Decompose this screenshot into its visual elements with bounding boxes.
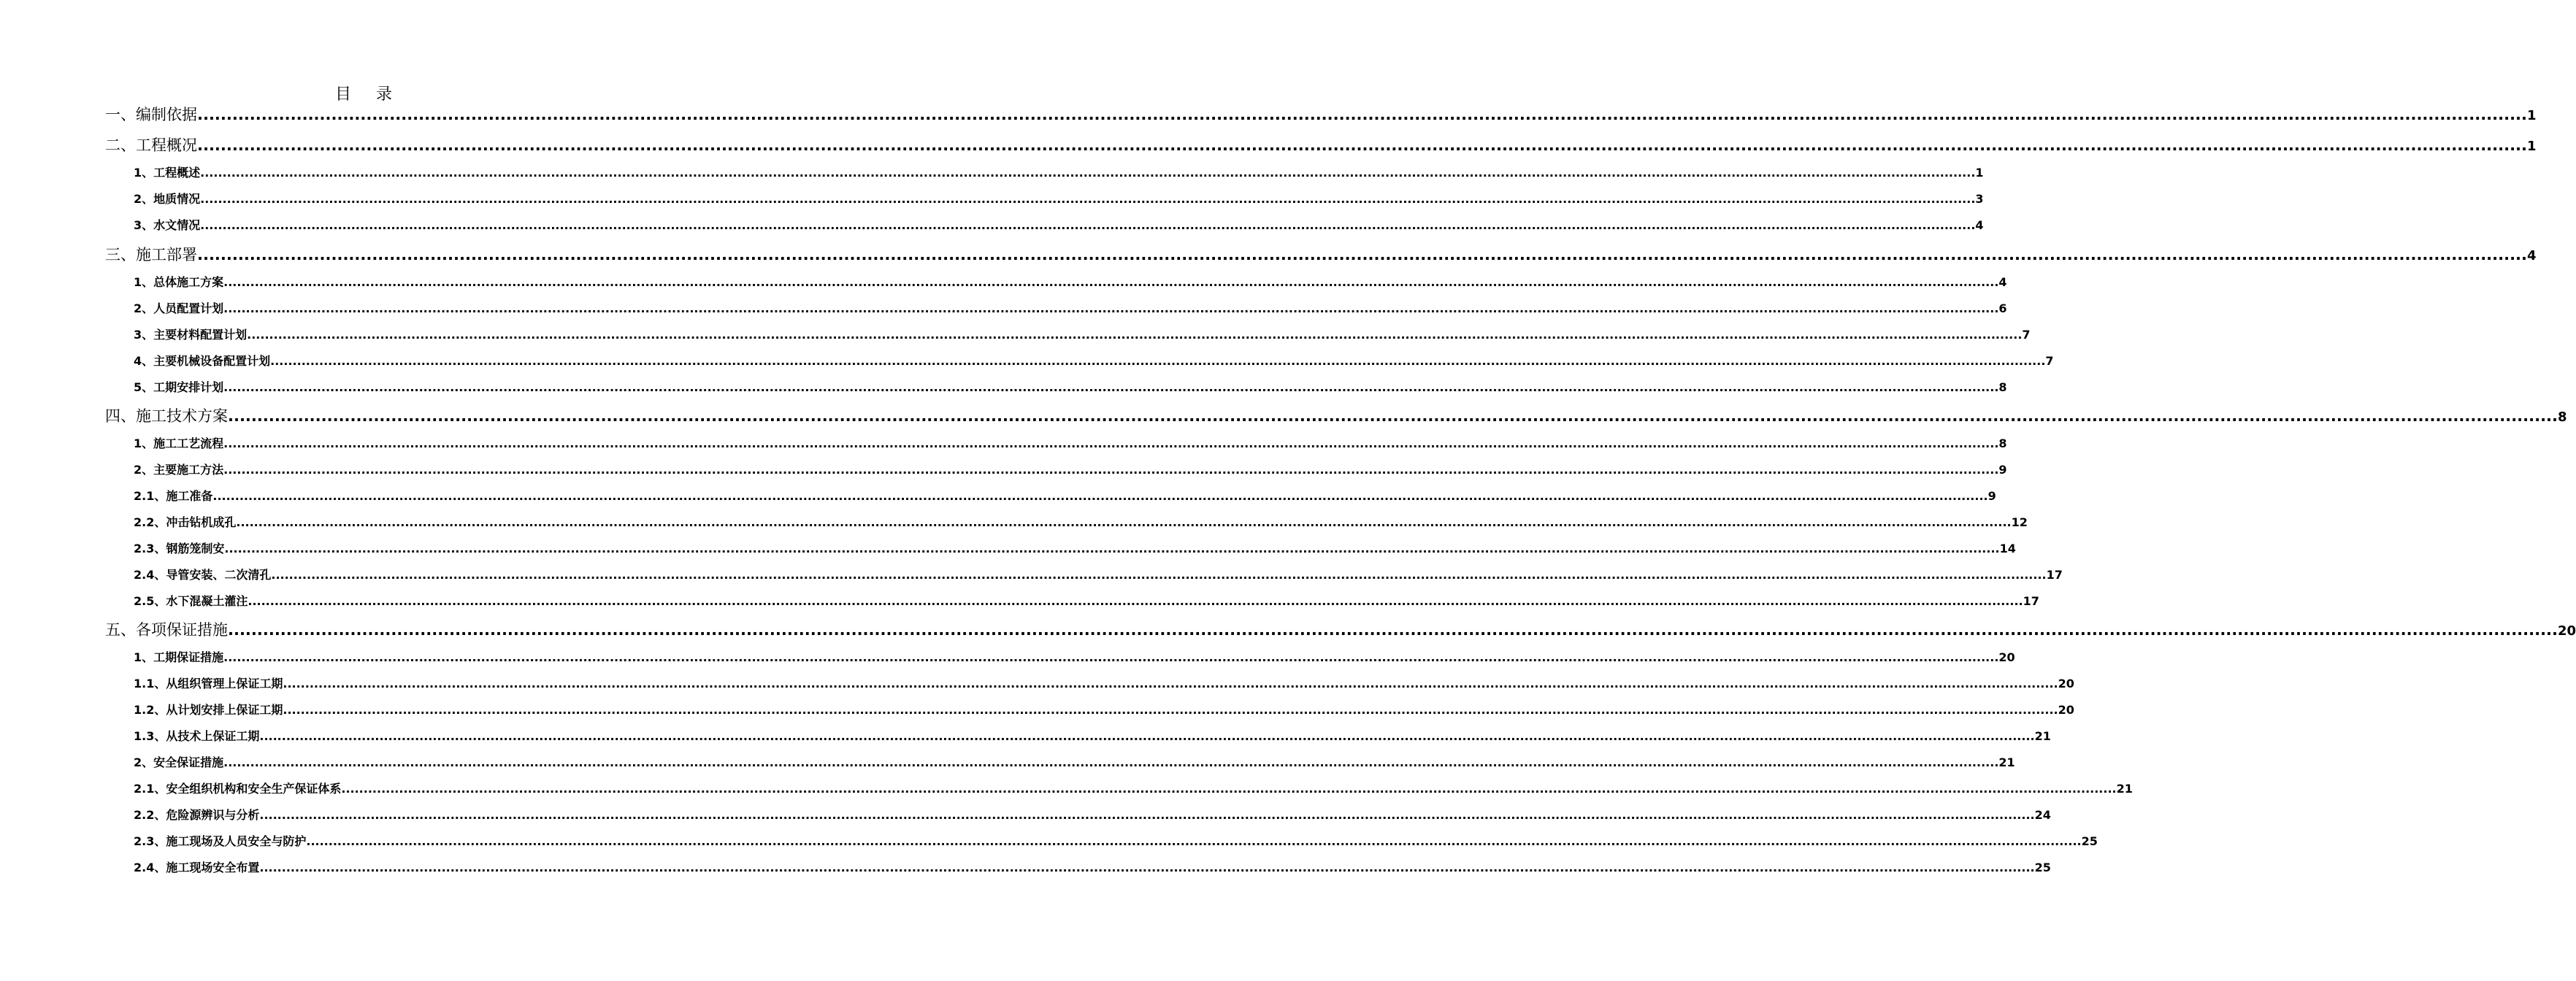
toc-dot-leader: ................................................................................................................................................................................................................................................................................................................................................................................................................ xyxy=(283,703,2058,717)
toc-entry-label: 2.5、水下混凝土灌注 xyxy=(134,594,248,608)
toc-dot-leader: ................................................................................................................................................................................................................................................................................................................................................................................................................ xyxy=(223,650,1999,664)
toc-entry-label: 2.4、施工现场安全布置 xyxy=(134,861,260,874)
toc-dot-leader: ................................................................................................................................................................................................................................................................................................................................................................................................................ xyxy=(223,380,1999,394)
toc-entry[interactable] xyxy=(105,245,2537,266)
toc-entry-page-number: 20 xyxy=(2558,623,2576,639)
toc-entry-label: 1、工程概述 xyxy=(134,166,201,180)
toc-entry-page-number: 8 xyxy=(1998,380,2007,394)
toc-dot-leader: ................................................................................................................................................................................................................................................................................................................................................................................................................ xyxy=(223,275,1999,289)
toc-dot-leader: ................................................................................................................................................................................................................................................................................................................................................................................................................ xyxy=(223,755,1999,769)
toc-entry-label: 2.1、安全组织机构和安全生产保证体系 xyxy=(134,782,342,796)
toc-dot-leader: ................................................................................................................................................................................................................................................................................................................................................................................................................ xyxy=(224,542,2000,555)
toc-entry[interactable] xyxy=(134,462,2007,478)
toc-entry-label: 2.1、施工准备 xyxy=(134,489,213,503)
toc-entry[interactable] xyxy=(134,728,2051,745)
toc-entry-label: 5、工期安排计划 xyxy=(134,380,224,394)
toc-entry-page-number: 25 xyxy=(2034,861,2051,874)
toc-entry[interactable] xyxy=(134,301,2007,317)
toc-entry[interactable] xyxy=(134,191,1984,207)
toc-entry[interactable] xyxy=(134,650,2015,666)
toc-entry-page-number: 6 xyxy=(1998,301,2007,315)
toc-dot-leader: ................................................................................................................................................................................................................................................................................................................................................................................................................ xyxy=(247,328,2023,342)
toc-dot-leader: ................................................................................................................................................................................................................................................................................................................................................................................................................ xyxy=(200,192,1976,206)
toc-entry-label: 4、主要机械设备配置计划 xyxy=(134,354,271,368)
toc-dot-leader: ................................................................................................................................................................................................................................................................................................................................................................................................................ xyxy=(306,834,2082,848)
toc-entry-label: 三、施工部署 xyxy=(105,246,197,263)
toc-entry[interactable] xyxy=(105,620,2576,642)
toc-entry-label: 一、编制依据 xyxy=(105,106,197,123)
toc-dot-leader: ................................................................................................................................................................................................................................................................................................................................................................................................................ xyxy=(283,677,2058,690)
toc-entry-page-number: 20 xyxy=(2058,677,2074,690)
toc-dot-leader: ................................................................................................................................................................................................................................................................................................................................................................................................................ xyxy=(248,594,2023,608)
toc-entry-page-number: 20 xyxy=(2058,703,2074,717)
toc-dot-leader: ................................................................................................................................................................................................................................................................................................................................................................................................................ xyxy=(197,246,2528,263)
toc-entry-page-number: 20 xyxy=(1998,650,2015,664)
toc-entry-label: 2.3、钢筋笼制安 xyxy=(134,542,225,555)
toc-entry-page-number: 21 xyxy=(2034,729,2051,743)
toc-dot-leader: ................................................................................................................................................................................................................................................................................................................................................................................................................ xyxy=(200,218,1976,232)
toc-entry-page-number: 21 xyxy=(2116,782,2133,796)
toc-entry-page-number: 8 xyxy=(1998,436,2007,450)
toc-dot-leader: ................................................................................................................................................................................................................................................................................................................................................................................................................ xyxy=(223,436,1999,450)
toc-entry-label: 2、人员配置计划 xyxy=(134,301,224,315)
toc-entry[interactable] xyxy=(134,755,2015,771)
toc-entry[interactable] xyxy=(134,807,2051,823)
toc-dot-leader: ................................................................................................................................................................................................................................................................................................................................................................................................................ xyxy=(228,621,2558,639)
toc-entry-page-number: 14 xyxy=(1999,542,2016,555)
toc-entry-label: 1、施工工艺流程 xyxy=(134,436,224,450)
toc-entry-page-number: 17 xyxy=(2023,594,2039,608)
toc-entry-label: 五、各项保证措施 xyxy=(105,621,228,639)
toc-entry[interactable] xyxy=(134,567,2063,583)
toc-entry-page-number: 25 xyxy=(2081,834,2098,848)
toc-entry[interactable] xyxy=(134,165,1984,181)
toc-dot-leader: ................................................................................................................................................................................................................................................................................................................................................................................................................ xyxy=(259,861,2035,874)
toc-entry[interactable] xyxy=(134,327,2031,343)
toc-entry-page-number: 1 xyxy=(2527,108,2537,123)
toc-entry-page-number: 1 xyxy=(1975,166,1984,180)
toc-entry-label: 2、主要施工方法 xyxy=(134,463,224,477)
toc-dot-leader: ................................................................................................................................................................................................................................................................................................................................................................................................................ xyxy=(223,301,1999,315)
toc-entry-label: 1.2、从计划安排上保证工期 xyxy=(134,703,283,717)
toc-entry-label: 2.2、危险源辨识与分析 xyxy=(134,808,260,822)
toc-dot-leader: ................................................................................................................................................................................................................................................................................................................................................................................................................ xyxy=(259,729,2035,743)
toc-entry-page-number: 17 xyxy=(2046,568,2063,582)
toc-entry[interactable] xyxy=(134,274,2007,291)
toc-entry[interactable] xyxy=(105,104,2537,126)
toc-entry-page-number: 4 xyxy=(1975,218,1984,232)
toc-entry-page-number: 1 xyxy=(2527,139,2537,154)
toc-entry[interactable] xyxy=(105,135,2537,157)
toc-entry[interactable] xyxy=(134,488,1996,504)
toc-entry[interactable] xyxy=(134,380,2007,396)
toc-dot-leader: ................................................................................................................................................................................................................................................................................................................................................................................................................ xyxy=(271,568,2047,582)
toc-entry-page-number: 9 xyxy=(1998,463,2007,477)
toc-dot-leader: ................................................................................................................................................................................................................................................................................................................................................................................................................ xyxy=(197,106,2528,123)
toc-entry[interactable] xyxy=(134,218,1984,234)
toc-dot-leader: ................................................................................................................................................................................................................................................................................................................................................................................................................ xyxy=(228,407,2558,425)
toc-entry-label: 3、水文情况 xyxy=(134,218,201,232)
toc-entry-page-number: 21 xyxy=(1998,755,2015,769)
toc-entry-page-number: 4 xyxy=(2527,248,2537,263)
toc-dot-leader: ................................................................................................................................................................................................................................................................................................................................................................................................................ xyxy=(200,166,1976,180)
toc-entry-label: 二、工程概况 xyxy=(105,136,197,154)
toc-entry[interactable] xyxy=(134,702,2074,718)
toc-entry-label: 2.2、冲击钻机成孔 xyxy=(134,515,237,529)
toc-dot-leader: ................................................................................................................................................................................................................................................................................................................................................................................................................ xyxy=(236,515,2012,529)
toc-entry-label: 2、地质情况 xyxy=(134,192,201,206)
toc-entry[interactable] xyxy=(134,781,2133,797)
toc-entry[interactable] xyxy=(134,436,2007,452)
toc-entry[interactable] xyxy=(134,515,2028,531)
toc-dot-leader: ................................................................................................................................................................................................................................................................................................................................................................................................................ xyxy=(197,136,2528,154)
toc-dot-leader: ................................................................................................................................................................................................................................................................................................................................................................................................................ xyxy=(341,782,2117,796)
toc-entry[interactable] xyxy=(134,593,2039,609)
toc-entry-label: 1.1、从组织管理上保证工期 xyxy=(134,677,283,690)
toc-entry-label: 1、工期保证措施 xyxy=(134,650,224,664)
toc-entry[interactable] xyxy=(134,860,2051,876)
toc-entry-label: 1.3、从技术上保证工期 xyxy=(134,729,260,743)
toc-entry[interactable] xyxy=(134,541,2016,557)
toc-title: 目录 xyxy=(334,85,417,104)
toc-entry[interactable] xyxy=(134,353,2054,369)
toc-entry-page-number: 3 xyxy=(1975,192,1984,206)
toc-entry-page-number: 12 xyxy=(2011,515,2028,529)
toc-entry-page-number: 4 xyxy=(1998,275,2007,289)
toc-entry[interactable] xyxy=(134,834,2098,850)
toc-entry-page-number: 24 xyxy=(2034,808,2051,822)
toc-entry-label: 四、施工技术方案 xyxy=(105,407,228,425)
toc-dot-leader: ................................................................................................................................................................................................................................................................................................................................................................................................................ xyxy=(259,808,2035,822)
toc-entry-page-number: 7 xyxy=(2022,328,2031,342)
toc-entry[interactable] xyxy=(134,676,2074,692)
toc-entry-label: 2.3、施工现场及人员安全与防护 xyxy=(134,834,307,848)
toc-entry-page-number: 7 xyxy=(2045,354,2054,368)
toc-entry-page-number: 8 xyxy=(2558,409,2567,425)
toc-entry-label: 2.4、导管安装、二次清孔 xyxy=(134,568,272,582)
toc-entry-label: 2、安全保证措施 xyxy=(134,755,224,769)
toc-dot-leader: ................................................................................................................................................................................................................................................................................................................................................................................................................ xyxy=(223,463,1999,477)
toc-entry-label: 3、主要材料配置计划 xyxy=(134,328,248,342)
toc-entry-page-number: 9 xyxy=(1987,489,1996,503)
toc-dot-leader: ................................................................................................................................................................................................................................................................................................................................................................................................................ xyxy=(212,489,1988,503)
toc-dot-leader: ................................................................................................................................................................................................................................................................................................................................................................................................................ xyxy=(270,354,2046,368)
toc-entry-label: 1、总体施工方案 xyxy=(134,275,224,289)
toc-entry[interactable] xyxy=(105,406,2567,428)
